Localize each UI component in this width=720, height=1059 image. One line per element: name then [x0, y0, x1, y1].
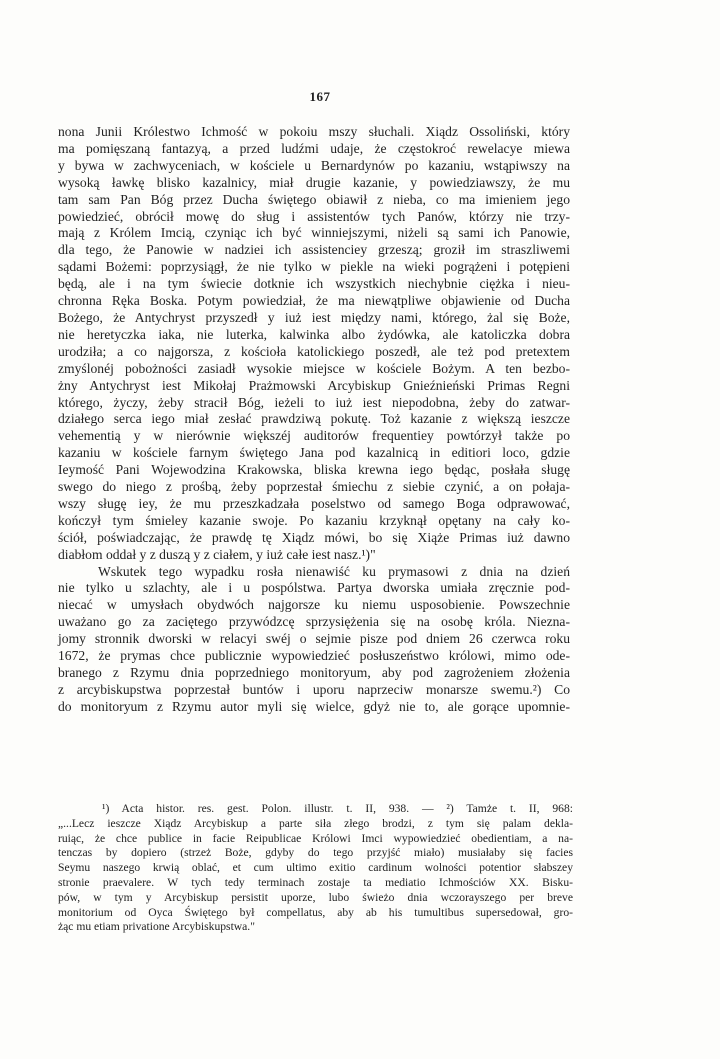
text-line: ściół, poświadczając, że prawdę tę Xiądz mówi, bo się Xiąże Primas iuż dawno: [58, 529, 570, 545]
text-line: diabłom oddał y z duszą y z ciałem, y iuż całe iest nasz.¹)": [58, 546, 376, 562]
text-line: vehementią y w nierównie większéj auditorów frequentiey powtórzył także po: [58, 428, 570, 444]
footnote-line: ruiąc, że chce publice in facie Reipublicae Królowi Imci wypowiedzieć obedientiam, a na-: [58, 831, 573, 845]
text-line: uważano go za zaciętego przywódzcę sprzysiężenia się na osobę króla. Niezna-: [58, 614, 570, 630]
footnote-line: monitorium od Oyca Świętego był compellatus, aby ab his tumultibus supersedował, gro-: [58, 905, 573, 919]
text-line: swego do niego z prośbą, żeby poprzestał śmiechu z siebie czynić, a on połaja-: [58, 479, 570, 495]
body-text: [58, 124, 570, 716]
text-line: Bożego, że Antychryst przyszedł y iuż iest między nami, którego, żal się Boże,: [58, 309, 570, 325]
text-line: zmyślonéj pobożności zasiadł wysokie miejsce w kościele Bożym. A ten bezbo-: [58, 360, 570, 376]
page-number: 167: [309, 89, 331, 104]
text-line: niecać w umysłach obydwóch najgorsze ku niemu usposobienie. Powszechnie: [58, 597, 570, 613]
footnote-line: stronie praevalere. W tych tedy terminach zostaje ta mediatio Ichmościów XX. Bisku-: [58, 875, 573, 889]
footnote-line: żąc mu etiam privatione Arcybiskupstwa.": [58, 920, 255, 934]
text-line: do monitoryum z Rzymu autor myli się wielce, gdyż nie to, ale gorące upomnie-: [58, 698, 570, 714]
footnote-line: pów, w tym y Arcybiskup persistit uporze, lubo świeżo dnia wczorayszego per breve: [58, 890, 573, 904]
text-line: wysoką ławkę blisko kazalnicy, miał drugie kazanie, y powiedziawszy, że mu: [58, 174, 570, 190]
footnote-line: tenczas by dopiero (strzeż Boże, gdyby do tego przyjść miało) musiałaby się facies: [58, 846, 573, 860]
footnote-line: Seymu naszego krwią oblać, et cum ultimo exitio cardinum wolności potentior słabszey: [58, 861, 573, 875]
text-line: ma pomięszaną fantazyą, a przed ludźmi udaje, że częstokroć rewelacye miewa: [58, 140, 570, 156]
text-line: y bywa w zachwyceniach, w kościele u Bernardynów po kazaniu, wstąpiwszy na: [58, 157, 570, 173]
text-line: nie heretyczka iaka, nie luterka, kalwinka albo żydówka, ale katoliczka dobra: [58, 326, 570, 342]
text-line: mają z Królem Imcią, czyniąc ich być winniejszymi, niżeli są sami ich Panowie,: [58, 225, 570, 241]
text-line: Wskutek tego wypadku rosła nienawiść ku prymasowi z dnia na dzień: [98, 563, 570, 579]
text-line: kończył tym śmieley kazanie swoje. Po kazaniu krzyknął opętany na cały ko-: [58, 512, 570, 528]
text-line: nie tylko u szlachty, ale i u pospólstwa. Partya dworska umiała zręcznie pod-: [58, 580, 570, 596]
text-line: urodziła; a co najgorsza, z kościoła katolickiego poszedł, ale też pod pretextem: [58, 343, 570, 359]
paragraph: [58, 124, 570, 564]
text-line: żny Antychryst iest Mikołaj Prażmowski Arcybiskup Gnieźnieński Primas Regni: [58, 377, 570, 393]
footnote-line: ¹) Acta histor. res. gest. Polon. illustr. t. II, 938. — ²) Tamże t. II, 968:: [102, 802, 573, 815]
paragraph: [58, 564, 570, 716]
text-line: chronna Ręka Boska. Potym powiedział, że ma niewątpliwe objawienie od Ducha: [58, 293, 570, 309]
footnote-line: „...Lecz ieszcze Xiądz Arcybiskup a parte siła złego brodzi, z tym się palam dekla-: [58, 816, 573, 830]
text-line: branego z Rzymu dnia poprzedniego monitoryum, aby pod zagrożeniem złożenia: [58, 665, 570, 680]
text-line: kazaniu w kościele farnym świętego Jana pod kazalnicą in editiori loco, gdzie: [58, 445, 570, 461]
text-line: działego serca iego miał zesłać prawdziwą pokutę. Toż kazanie z większą ieszcze: [58, 411, 570, 427]
text-line: Ieymość Pani Wojewodzina Krakowska, bliska krewna iego będąc, posłała sługę: [58, 462, 570, 478]
text-line: wszy sługę iey, że mu przeszkadzała poselstwo od samego Boga odprawować,: [58, 495, 570, 511]
text-line: nona Junii Królestwo Ichmość w pokoiu mszy słuchali. Xiądz Ossoliński, który: [58, 124, 570, 139]
text-line: powiedzieć, obrócił mowę do sług i assistentów tych Panów, którzy nie trzy-: [58, 208, 570, 224]
text-line: tam sam Pan Bóg przez Ducha świętego obiawił z nieba, co ma imieniem jego: [58, 191, 570, 207]
text-line: sądami Bożemi: poprzysiągł, że nie tylko w piekle na wieki pogrążeni i potępieni: [58, 259, 570, 275]
text-line: jomy stronnik dworski w relacyi swéj o sejmie pisze pod dniem 26 czerwca roku: [58, 631, 570, 647]
text-line: którego, życzy, żeby stracił Bóg, ieżeli to iuż iest niepodobna, żeby do zatwar-: [58, 394, 570, 410]
text-line: będą, ale i na tym świecie dotknie ich wszystkich niechybnie ciężka i nieu-: [58, 276, 570, 292]
text-line: dla tego, że Panowie w nadziei ich assistenciey grzeszą; groził im straszliwemi: [58, 242, 570, 258]
text-line: z arcybiskupstwa poprzestał buntów i uporu naprzeciw monarsze swemu.²) Co: [58, 681, 570, 697]
footnotes: [58, 802, 573, 935]
text-line: 1672, że prymas chce publicznie wypowiedzieć posłuszeństwo królowi, mimo ode-: [58, 648, 570, 664]
